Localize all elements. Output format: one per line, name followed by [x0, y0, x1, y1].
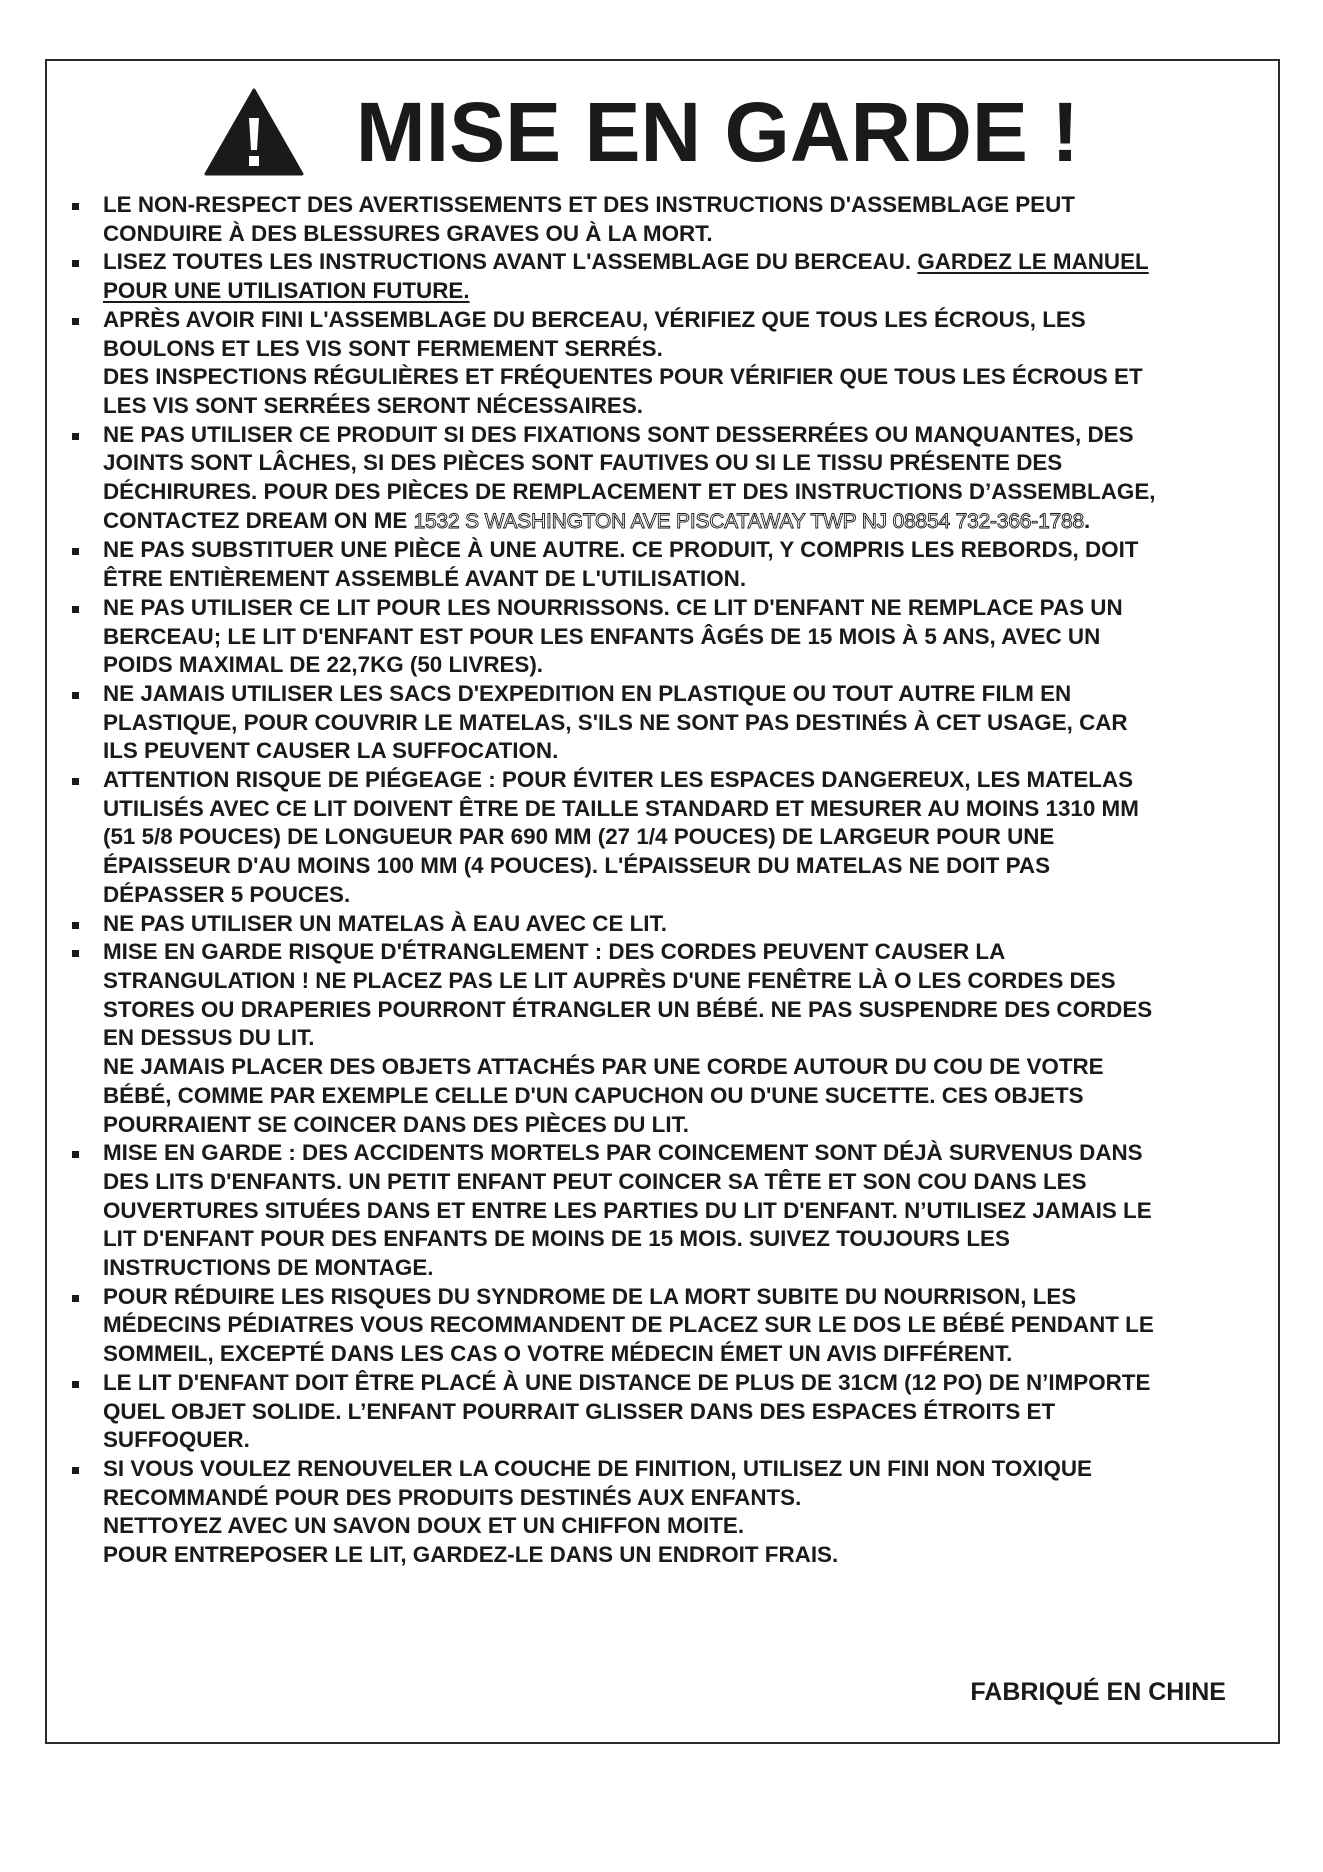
made-in-label: FABRIQUÉ EN CHINE [970, 1678, 1226, 1706]
warning-line [103, 507, 1250, 537]
warning-item [47, 306, 1278, 421]
warning-line: MISE EN GARDE RISQUE D'ÉTRANGLEMENT : DES CORDES PEUVENT CAUSER LA [103, 939, 1006, 965]
warning-line: JOINTS SONT LÂCHES, SI DES PIÈCES SONT FAUTIVES OU SI LE TISSU PRÉSENTE DES [103, 450, 1063, 476]
warning-line: APRÈS AVOIR FINI L'ASSEMBLAGE DU BERCEAU, VÉRIFIEZ QUE TOUS LES ÉCROUS, LES [103, 306, 1086, 332]
warning-line: SOMMEIL, EXCEPTÉ DANS LES CAS O VOTRE MÉDECIN ÉMET UN AVIS DIFFÉRENT. [103, 1341, 1013, 1367]
warning-line: ILS PEUVENT CAUSER LA SUFFOCATION. [103, 738, 559, 764]
bullet-icon [72, 548, 79, 555]
warning-line: QUEL OBJET SOLIDE. L’ENFANT POURRAIT GLISSER DANS DES ESPACES ÉTROITS ET [103, 1398, 1056, 1424]
warning-item [47, 536, 1278, 593]
warning-line: STORES OU DRAPERIES POURRONT ÉTRANGLER UN BÉBÉ. NE PAS SUSPENDRE DES CORDES [103, 996, 1153, 1022]
bullet-icon [72, 203, 79, 210]
warning-line: BÉBÉ, COMME PAR EXEMPLE CELLE D'UN CAPUCHON OU D'UNE SUCETTE. CES OBJETS [103, 1082, 1084, 1108]
warning-item [47, 1369, 1278, 1455]
bullet-icon [72, 778, 79, 785]
warning-item [47, 1455, 1278, 1570]
warning-line: POIDS MAXIMAL DE 22,7KG (50 LIVRES). [103, 652, 544, 678]
warning-line: MÉDECINS PÉDIATRES VOUS RECOMMANDENT DE PLACEZ SUR LE DOS LE BÉBÉ PENDANT LE [103, 1312, 1154, 1338]
warning-item [47, 1283, 1278, 1369]
warning-line: PLASTIQUE, POUR COUVRIR LE MATELAS, S'ILS NE SONT PAS DESTINÉS À CET USAGE, CAR [103, 709, 1128, 735]
bullet-icon [72, 1467, 79, 1474]
warning-line: NETTOYEZ AVEC UN SAVON DOUX ET UN CHIFFON MOITE. [103, 1513, 745, 1539]
bullet-icon [72, 260, 79, 267]
warning-item [47, 910, 1278, 939]
warning-line: BOULONS ET LES VIS SONT FERMEMENT SERRÉS. [103, 335, 663, 361]
warning-notice-frame [45, 59, 1280, 1744]
warning-item [47, 248, 1278, 305]
bullet-icon [72, 692, 79, 699]
notice-heading [47, 77, 1278, 187]
bullet-icon [72, 1151, 79, 1158]
warning-line: POURRAIENT SE COINCER DANS DES PIÈCES DU LIT. [103, 1111, 689, 1137]
bullet-icon [72, 922, 79, 929]
warning-item [47, 421, 1278, 537]
warning-line: DES INSPECTIONS RÉGULIÈRES ET FRÉQUENTES POUR VÉRIFIER QUE TOUS LES ÉCROUS ET [103, 364, 1143, 390]
warning-triangle-icon [204, 88, 304, 176]
warning-line: NE JAMAIS UTILISER LES SACS D'EXPEDITION EN PLASTIQUE OU TOUT AUTRE FILM EN [103, 680, 1072, 706]
warning-line: NE PAS UTILISER CE PRODUIT SI DES FIXATIONS SONT DESSERRÉES OU MANQUANTES, DES [103, 421, 1134, 447]
warning-line: NE PAS UTILISER UN MATELAS À EAU AVEC CE LIT. [103, 910, 667, 936]
warning-text: LISEZ TOUTES LES INSTRUCTIONS AVANT L'ASSEMBLAGE DU BERCEAU. [103, 249, 918, 275]
warning-line: OUVERTURES SITUÉES DANS ET ENTRE LES PARTIES DU LIT D'ENFANT. N’UTILISEZ JAMAIS LE [103, 1197, 1152, 1223]
warning-line: CONDUIRE À DES BLESSURES GRAVES OU À LA MORT. [103, 220, 713, 246]
warning-line: NE PAS UTILISER CE LIT POUR LES NOURRISSONS. CE LIT D'ENFANT NE REMPLACE PAS UN [103, 594, 1123, 620]
bullet-icon [72, 433, 79, 440]
warning-line: ÉPAISSEUR D'AU MOINS 100 MM (4 POUCES). L'ÉPAISSEUR DU MATELAS NE DOIT PAS [103, 853, 1051, 879]
warning-line: LE LIT D'ENFANT DOIT ÊTRE PLACÉ À UNE DISTANCE DE PLUS DE 31CM (12 PO) DE N’IMPORTE [103, 1369, 1151, 1395]
warning-line: MISE EN GARDE : DES ACCIDENTS MORTELS PAR COINCEMENT SONT DÉJÀ SURVENUS DANS [103, 1140, 1143, 1166]
contact-address: 1532 S WASHINGTON AVE PISCATAWAY TWP NJ 08854 732-366-1788 [413, 509, 1084, 533]
contact-prefix: CONTACTEZ DREAM ON ME [103, 507, 408, 533]
warning-item [47, 938, 1278, 1139]
warning-line: LES VIS SONT SERRÉES SERONT NÉCESSAIRES. [103, 392, 643, 418]
keep-manual-text: GARDEZ LE MANUEL [917, 249, 1149, 275]
warning-line: ÊTRE ENTIÈREMENT ASSEMBLÉ AVANT DE L'UTILISATION. [103, 566, 747, 592]
warning-line: EN DESSUS DU LIT. [103, 1025, 315, 1051]
warning-line: BERCEAU; LE LIT D'ENFANT EST POUR LES ENFANTS ÂGÉS DE 15 MOIS À 5 ANS, AVEC UN [103, 623, 1101, 649]
warning-line: NE PAS SUBSTITUER UNE PIÈCE À UNE AUTRE. CE PRODUIT, Y COMPRIS LES REBORDS, DOIT [103, 537, 1139, 563]
warning-line [103, 248, 1250, 277]
warning-line: DES LITS D'ENFANTS. UN PETIT ENFANT PEUT COINCER SA TÊTE ET SON COU DANS LES [103, 1168, 1087, 1194]
warning-line: ATTENTION RISQUE DE PIÉGEAGE : POUR ÉVITER LES ESPACES DANGEREUX, LES MATELAS [103, 767, 1134, 793]
warning-line: NE JAMAIS PLACER DES OBJETS ATTACHÉS PAR UNE CORDE AUTOUR DU COU DE VOTRE [103, 1054, 1104, 1080]
warning-item [47, 594, 1278, 680]
warning-line: SI VOUS VOULEZ RENOUVELER LA COUCHE DE FINITION, UTILISEZ UN FINI NON TOXIQUE [103, 1455, 1092, 1481]
bullet-icon [72, 1295, 79, 1302]
warning-line: DÉPASSER 5 POUCES. [103, 881, 351, 907]
warning-item [47, 1139, 1278, 1283]
warning-line: (51 5/8 POUCES) DE LONGUEUR PAR 690 MM (27 1/4 POUCES) DE LARGEUR POUR UNE [103, 824, 1055, 850]
bullet-icon [72, 606, 79, 613]
warning-line: UTILISÉS AVEC CE LIT DOIVENT ÊTRE DE TAILLE STANDARD ET MESURER AU MOINS 1310 MM [103, 795, 1139, 821]
warning-item [47, 191, 1278, 248]
bullet-icon [72, 950, 79, 957]
keep-manual-text: POUR UNE UTILISATION FUTURE. [103, 278, 470, 304]
warning-line: LE NON-RESPECT DES AVERTISSEMENTS ET DES INSTRUCTIONS D'ASSEMBLAGE PEUT [103, 192, 1075, 217]
warning-line: INSTRUCTIONS DE MONTAGE. [103, 1255, 434, 1281]
warning-line: DÉCHIRURES. POUR DES PIÈCES DE REMPLACEMENT ET DES INSTRUCTIONS D’ASSEMBLAGE, [103, 479, 1156, 505]
notice-title: MISE EN GARDE ! [355, 85, 1080, 179]
warning-line: LIT D'ENFANT POUR DES ENFANTS DE MOINS DE 15 MOIS. SUIVEZ TOUJOURS LES [103, 1226, 1010, 1252]
warning-line: RECOMMANDÉ POUR DES PRODUITS DESTINÉS AUX ENFANTS. [103, 1484, 802, 1510]
warning-list [47, 191, 1278, 1570]
warning-line: POUR ENTREPOSER LE LIT, GARDEZ-LE DANS UN ENDROIT FRAIS. [103, 1542, 839, 1568]
bullet-icon [72, 1381, 79, 1388]
warning-item [47, 766, 1278, 910]
warning-line: SUFFOQUER. [103, 1427, 250, 1453]
contact-suffix: . [1084, 507, 1091, 533]
bullet-icon [72, 318, 79, 325]
warning-line: STRANGULATION ! NE PLACEZ PAS LE LIT AUPRÈS D'UNE FENÊTRE LÀ O LES CORDES DES [103, 967, 1116, 993]
warning-item [47, 680, 1278, 766]
warning-line: POUR RÉDUIRE LES RISQUES DU SYNDROME DE LA MORT SUBITE DU NOURRISON, LES [103, 1283, 1077, 1309]
